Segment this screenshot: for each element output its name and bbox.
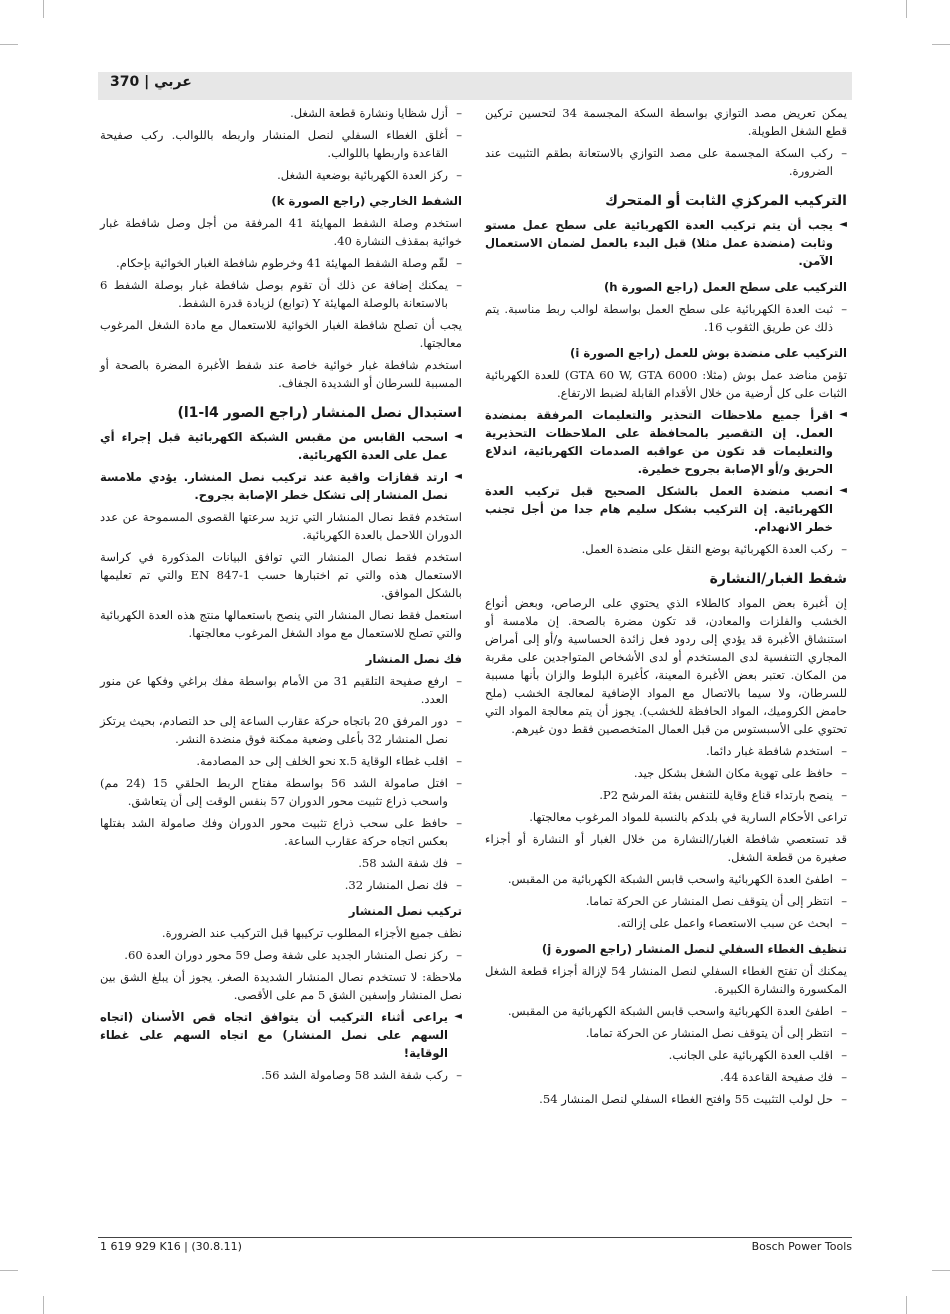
- crop-mark: [0, 1270, 18, 1271]
- bullet-item: – اقلب العدة الكهربائية على الجانب.: [485, 1046, 847, 1064]
- warning-item: [100, 428, 462, 464]
- warning-text: ارتد قفازات واقية عند تركيب نصل المنشار. يؤدي ملامسة نصل المنشار إلى تشكل خطر الإصابة بجروح.: [100, 470, 448, 502]
- bullet-item: – أزل شظايا ونشارة قطعة الشغل.: [100, 104, 462, 122]
- subsection-heading: تركيب نصل المنشار: [348, 904, 462, 918]
- bullet-item: – ينصح بارتداء قناع وقاية للتنفس بفئة المرشح P2.: [485, 786, 847, 804]
- paragraph: نظف جميع الأجزاء المطلوب تركيبها قبل التركيب عند الضرورة.: [161, 926, 462, 940]
- paragraph: إن أغبرة بعض المواد كالطلاء الذي يحتوي على الرصاص، وبعض أنواع الخشب والفلزات والمعادن، قد تكون مضرة بالصحة. إن ملامسة أو استنشاق الأغبرة قد يؤدي إلى ردود فعل زائدة الحساسية و/أو إلى أمراض المجاري التنفسية لدى المستخدم أو لدى الأشخاص المتواجدين على مقربة من المكان. تعتبر بعض الأغبرة المعينة، كأغبرة البلوط والزان بأنها مسببة للسرطان، ولا سيما بالاتصال مع المواد الإضافية لمعالجة الخشب (ملح حامض الكروميك، المواد الحافظة للخشب). يجوز أن يتم معالجة المواد التي تحتوي على الأسبستوس من قبل العمال المتخصصين فقط دون غيرهم.: [485, 596, 847, 736]
- crop-mark: [932, 44, 950, 45]
- section-heading: استبدال نصل المنشار (راجع الصور l1-l4): [177, 405, 462, 421]
- bullet-item: – فك شفة الشد 58.: [100, 854, 462, 872]
- paragraph: استخدم فقط نصال المنشار التي توافق البيانات المذكورة في كراسة الاستعمال هذه والتي تم اختبارها حسب EN 847-1 والتي تم تعليمها بالشكل الموافق.: [100, 550, 463, 600]
- section-heading: التركيب المركزي الثابت أو المتحرك: [605, 193, 847, 209]
- bullet-item: – يمكنك إضافة عن ذلك أن تقوم بوصل شافطة غبار بوصلة الشفط 6 بالاستعانة بالوصلة المهايئة Y (توابع) لزيادة قدرة الشفط.: [100, 276, 462, 312]
- paragraph: استخدم شافطة غبار خوائية خاصة عند شفط الأغبرة المضرة بالصحة أو المسببة للسرطان أو الشديدة الجفاف.: [100, 358, 462, 390]
- paragraph: ملاحظة: لا تستخدم نصال المنشار الشديدة الصغر. يجوز أن يبلغ الشق بين نصل المنشار وإسفين الشق 5 مم على الأقصى.: [100, 970, 462, 1002]
- footer-rule: [98, 1237, 852, 1238]
- bullet-item: – استخدم شافطة غبار دائما.: [485, 742, 847, 760]
- bullet-item: – ركز نصل المنشار الجديد على شفة وصل 59 محور دوران العدة 60.: [100, 946, 462, 964]
- bullet-item: – اطفئ العدة الكهربائية واسحب قابس الشبكة الكهربائية من المقبس.: [485, 1002, 847, 1020]
- warning-item: [485, 482, 847, 536]
- bullet-item: – انتظر إلى أن يتوقف نصل المنشار عن الحركة تماما.: [485, 1024, 847, 1042]
- warning-text: يجب أن يتم تركيب العدة الكهربائية على سطح عمل مستو وثابت (منضدة عمل مثلا) قبل البدء بالعمل لضمان الاستعمال الآمن.: [485, 218, 833, 268]
- bullet-item: – حافظ على تهوية مكان الشغل بشكل جيد.: [485, 764, 847, 782]
- page-header: 370 | عربي: [110, 74, 192, 90]
- warning-text: انصب منضدة العمل بالشكل الصحيح قبل تركيب العدة الكهربائية. إن التركيب بشكل سليم هام جدا من أجل تجنب خطر الانهدام.: [485, 484, 833, 534]
- warning-item: [100, 468, 462, 504]
- bullet-item: – ركز العدة الكهربائية بوضعية الشغل.: [100, 166, 462, 184]
- bullet-item: – ركب السكة المجسمة على مصد التوازي بالاستعانة بطقم التثبيت عند الضرورة.: [485, 144, 847, 180]
- paragraph: قد تستعصي شافطة الغبار/النشارة من خلال الغبار أو النشارة أو أجزاء صغيرة من قطعة الشغل.: [485, 832, 847, 864]
- language-label: عربي: [154, 74, 192, 90]
- warning-item: [100, 1008, 462, 1062]
- subsection-heading: الشفط الخارجي (راجع الصورة k): [271, 194, 462, 208]
- bullet-item: – ركب شفة الشد 58 وصامولة الشد 56.: [100, 1066, 462, 1084]
- bullet-item: – ارفع صفيحة التلقيم 31 من الأمام بواسطة مفك براغي وفكها عن منور العدد.: [100, 672, 462, 708]
- bullet-item: – دور المرفق 20 باتجاه حركة عقارب الساعة إلى حد التصادم، بحيث يرتكز نصل المنشار 32 بأعلى وضعية ممكنة فوق منضدة النشر.: [100, 712, 462, 748]
- bullet-item: – حافظ على سحب ذراع تثبيت محور الدوران وفك صامولة الشد بفتلها بعكس اتجاه حركة عقارب الساعة.: [100, 814, 462, 850]
- bullet-item: – ركب العدة الكهربائية بوضع النقل على منضدة العمل.: [485, 540, 847, 558]
- left-column: [100, 104, 462, 1088]
- warning-text: يراعى أثناء التركيب أن يتوافق اتجاه قص الأسنان (اتجاه السهم على نصل المنشار) مع اتجاه السهم على غطاء الوقاية!: [100, 1010, 448, 1060]
- footer-doc-number: 1 619 929 K16 | (30.8.11): [100, 1240, 242, 1253]
- paragraph: استخدم فقط نصال المنشار التي تزيد سرعتها القصوى المسموحة عن عدد الدوران اللاحمل بالعدة الكهربائية.: [100, 510, 462, 542]
- paragraph: استخدم وصلة الشفط المهايئة 41 المرفقة من أجل وصل شافطة غبار خوائية بمقذف النشارة 40.: [100, 216, 462, 248]
- subsection-heading: التركيب على سطح العمل (راجع الصورة h): [603, 280, 847, 294]
- paragraph: تؤمن مناضد عمل بوش (مثلا: GTA 60 W, GTA 6000) للعدة الكهربائية الثبات على كل أرضية من خلال الأقدام القابلة لضبط الارتفاع.: [485, 368, 847, 400]
- bullet-item: – اطفئ العدة الكهربائية واسحب قابس الشبكة الكهربائية من المقبس.: [485, 870, 847, 888]
- bullet-item: – افتل صامولة الشد 56 بواسطة مفتاح الربط الحلقي 15 (24 مم) واسحب ذراع تثبيت محور الدوران 57 بنفس الوقت إلى أن يتعاشق.: [100, 774, 462, 810]
- subsection-heading: التركيب على منضدة بوش للعمل (راجع الصورة i): [570, 346, 847, 360]
- crop-mark: [906, 0, 907, 18]
- crop-mark: [0, 44, 18, 45]
- bullet-item: – حل لولب التثبيت 55 وافتح الغطاء السفلي لنصل المنشار 54.: [485, 1090, 847, 1108]
- warning-text: اقرأ جميع ملاحظات التحذير والتعليمات المرفقة بمنضدة العمل. إن التقصير بالمحافظة على الملاحظات التحذيرية والتعليمات قد تكون من عواقبه الصدمات الكهربائية، اندلاع الحريق و/أو الإصابة بجروح خطيرة.: [485, 408, 833, 476]
- subsection-heading: فك نصل المنشار: [365, 652, 462, 666]
- subsection-heading: تنظيف الغطاء السفلي لنصل المنشار (راجع الصورة j): [541, 942, 847, 956]
- warning-text: اسحب القابس من مقبس الشبكة الكهربائية قبل إجراء أي عمل على العدة الكهربائية.: [100, 430, 448, 462]
- bullet-item: – أغلق الغطاء السفلي لنصل المنشار واربطه باللوالب. ركب صفيحة القاعدة واربطها باللوالب.: [100, 126, 462, 162]
- paragraph: يمكن تعريض مصد التوازي بواسطة السكة المجسمة 34 لتحسين تركين قطع الشغل الطويلة.: [485, 106, 847, 138]
- bullet-item: – فك صفيحة القاعدة 44.: [485, 1068, 847, 1086]
- bullet-item: – اقلب غطاء الوقاية 5.x نحو الخلف إلى حد المصادمة.: [100, 752, 462, 770]
- crop-mark: [932, 1270, 950, 1271]
- page-header-bar: [98, 72, 852, 100]
- right-column: [485, 104, 847, 1112]
- bullet-item: – ابحث عن سبب الاستعصاء واعمل على إزالته.: [485, 914, 847, 932]
- crop-mark: [43, 1296, 44, 1314]
- bullet-item: – فك نصل المنشار 32.: [100, 876, 462, 894]
- paragraph: يجب أن تصلح شافطة الغبار الخوائية للاستعمال مع مادة الشغل المرغوب معالجتها.: [100, 318, 462, 350]
- footer-brand: Bosch Power Tools: [751, 1240, 852, 1253]
- page-number: 370: [110, 74, 140, 90]
- crop-mark: [906, 1296, 907, 1314]
- bullet-item: – ثبت العدة الكهربائية على سطح العمل بواسطة لوالب ربط مناسبة. يتم ذلك عن طريق الثقوب 16.: [485, 300, 847, 336]
- paragraph: تراعى الأحكام السارية في بلدكم بالنسبة للمواد المرغوب معالجتها.: [529, 810, 847, 824]
- bullet-item: – انتظر إلى أن يتوقف نصل المنشار عن الحركة تماما.: [485, 892, 847, 910]
- warning-item: [485, 406, 847, 478]
- paragraph: استعمل فقط نصال المنشار التي ينصح باستعمالها منتج هذه العدة الكهربائية والتي تصلح للاستعمال مع مواد الشغل المرغوب معالجتها.: [100, 608, 462, 640]
- bullet-item: – لقّم وصلة الشفط المهايئة 41 وخرطوم شافطة الغبار الخوائية بإحكام.: [100, 254, 462, 272]
- paragraph: يمكنك أن تفتح الغطاء السفلي لنصل المنشار 54 لإزالة أجزاء قطعة الشغل المكسورة والنشارة الكبيرة.: [485, 964, 847, 996]
- warning-item: [485, 216, 847, 270]
- crop-mark: [43, 0, 44, 18]
- section-heading: شفط الغبار/النشارة: [709, 571, 847, 587]
